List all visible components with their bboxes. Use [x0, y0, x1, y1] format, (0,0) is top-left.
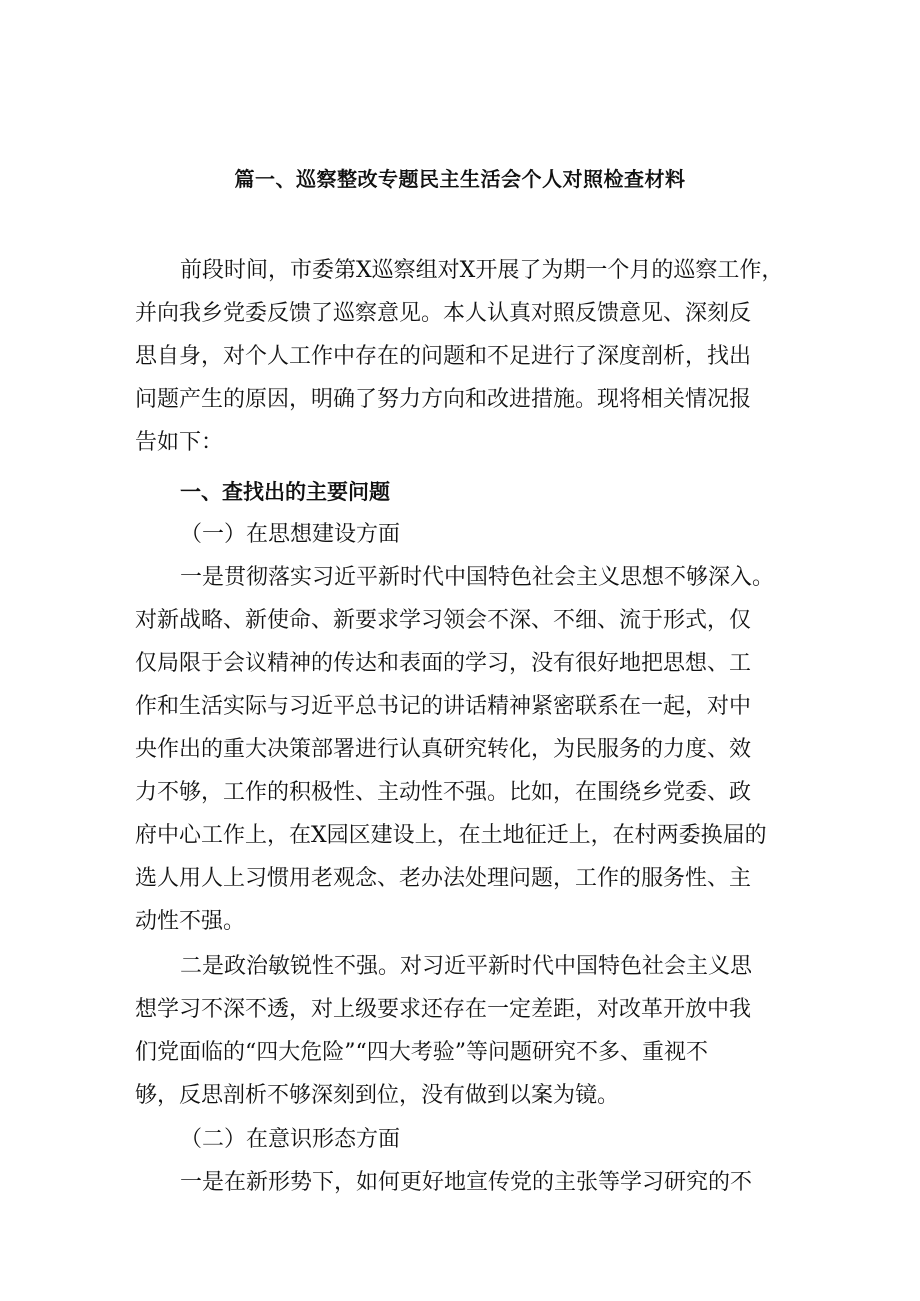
document-title: 篇一、巡察整改专题民主生活会个人对照检查材料 — [234, 167, 686, 191]
para1-line-3: 仅局限于会议精神的传达和表面的学习，没有很好地把思想、工 — [135, 651, 752, 676]
intro-line-2: 并向我乡党委反馈了巡察意见。本人认真对照反馈意见、深刻反 — [135, 301, 752, 326]
intro-line-4: 问题产生的原因，明确了努力方向和改进措施。现将相关情况报 — [135, 387, 752, 412]
intro-line-5: 告如下： — [135, 430, 224, 455]
para1-line-2: 对新战略、新使命、新要求学习领会不深、不细、流于形式，仅 — [135, 608, 752, 633]
para2-line-4: 够，反思剖析不够深刻到位，没有做到以案为镜。 — [135, 1083, 620, 1108]
para1-line-8: 选人用人上习惯用老观念、老办法处理问题，工作的服务性、主 — [135, 866, 752, 891]
para3-line-1: 一是在新形势下，如何更好地宣传党的主张等学习研究的不 — [180, 1170, 753, 1195]
para2-line-3: 们党面临的“四大危险”“四大考验”等问题研究不多、重视不 — [135, 1040, 708, 1065]
para1-line-4: 作和生活实际与习近平总书记的讲话精神紧密联系在一起，对中 — [135, 694, 752, 719]
para2-line-1: 二是政治敏锐性不强。对习近平新时代中国特色社会主义思 — [180, 954, 753, 979]
para2-line-2: 想学习不深不透，对上级要求还存在一定差距，对改革开放中我 — [135, 997, 752, 1022]
para1-line-9: 动性不强。 — [135, 909, 246, 934]
para1-line-6: 力不够，工作的积极性、主动性不强。比如，在围绕乡党委、政 — [135, 780, 752, 805]
intro-line-3: 思自身，对个人工作中存在的问题和不足进行了深度剖析，找出 — [135, 344, 752, 369]
subsection-heading-2: （二）在意识形态方面 — [180, 1127, 401, 1152]
subsection-heading-1: （一）在思想建设方面 — [180, 522, 401, 547]
intro-line-1: 前段时间，市委第X巡察组对X开展了为期一个月的巡察工作， — [180, 258, 784, 283]
para1-line-1: 一是贯彻落实习近平新时代中国特色社会主义思想不够深入。 — [180, 565, 775, 590]
section-heading-1: 一、查找出的主要问题 — [180, 480, 390, 504]
para1-line-7: 府中心工作上，在X园区建设上，在土地征迁上，在村两委换届的 — [135, 823, 767, 848]
para1-line-5: 央作出的重大决策部署进行认真研究转化，为民服务的力度、效 — [135, 737, 752, 762]
